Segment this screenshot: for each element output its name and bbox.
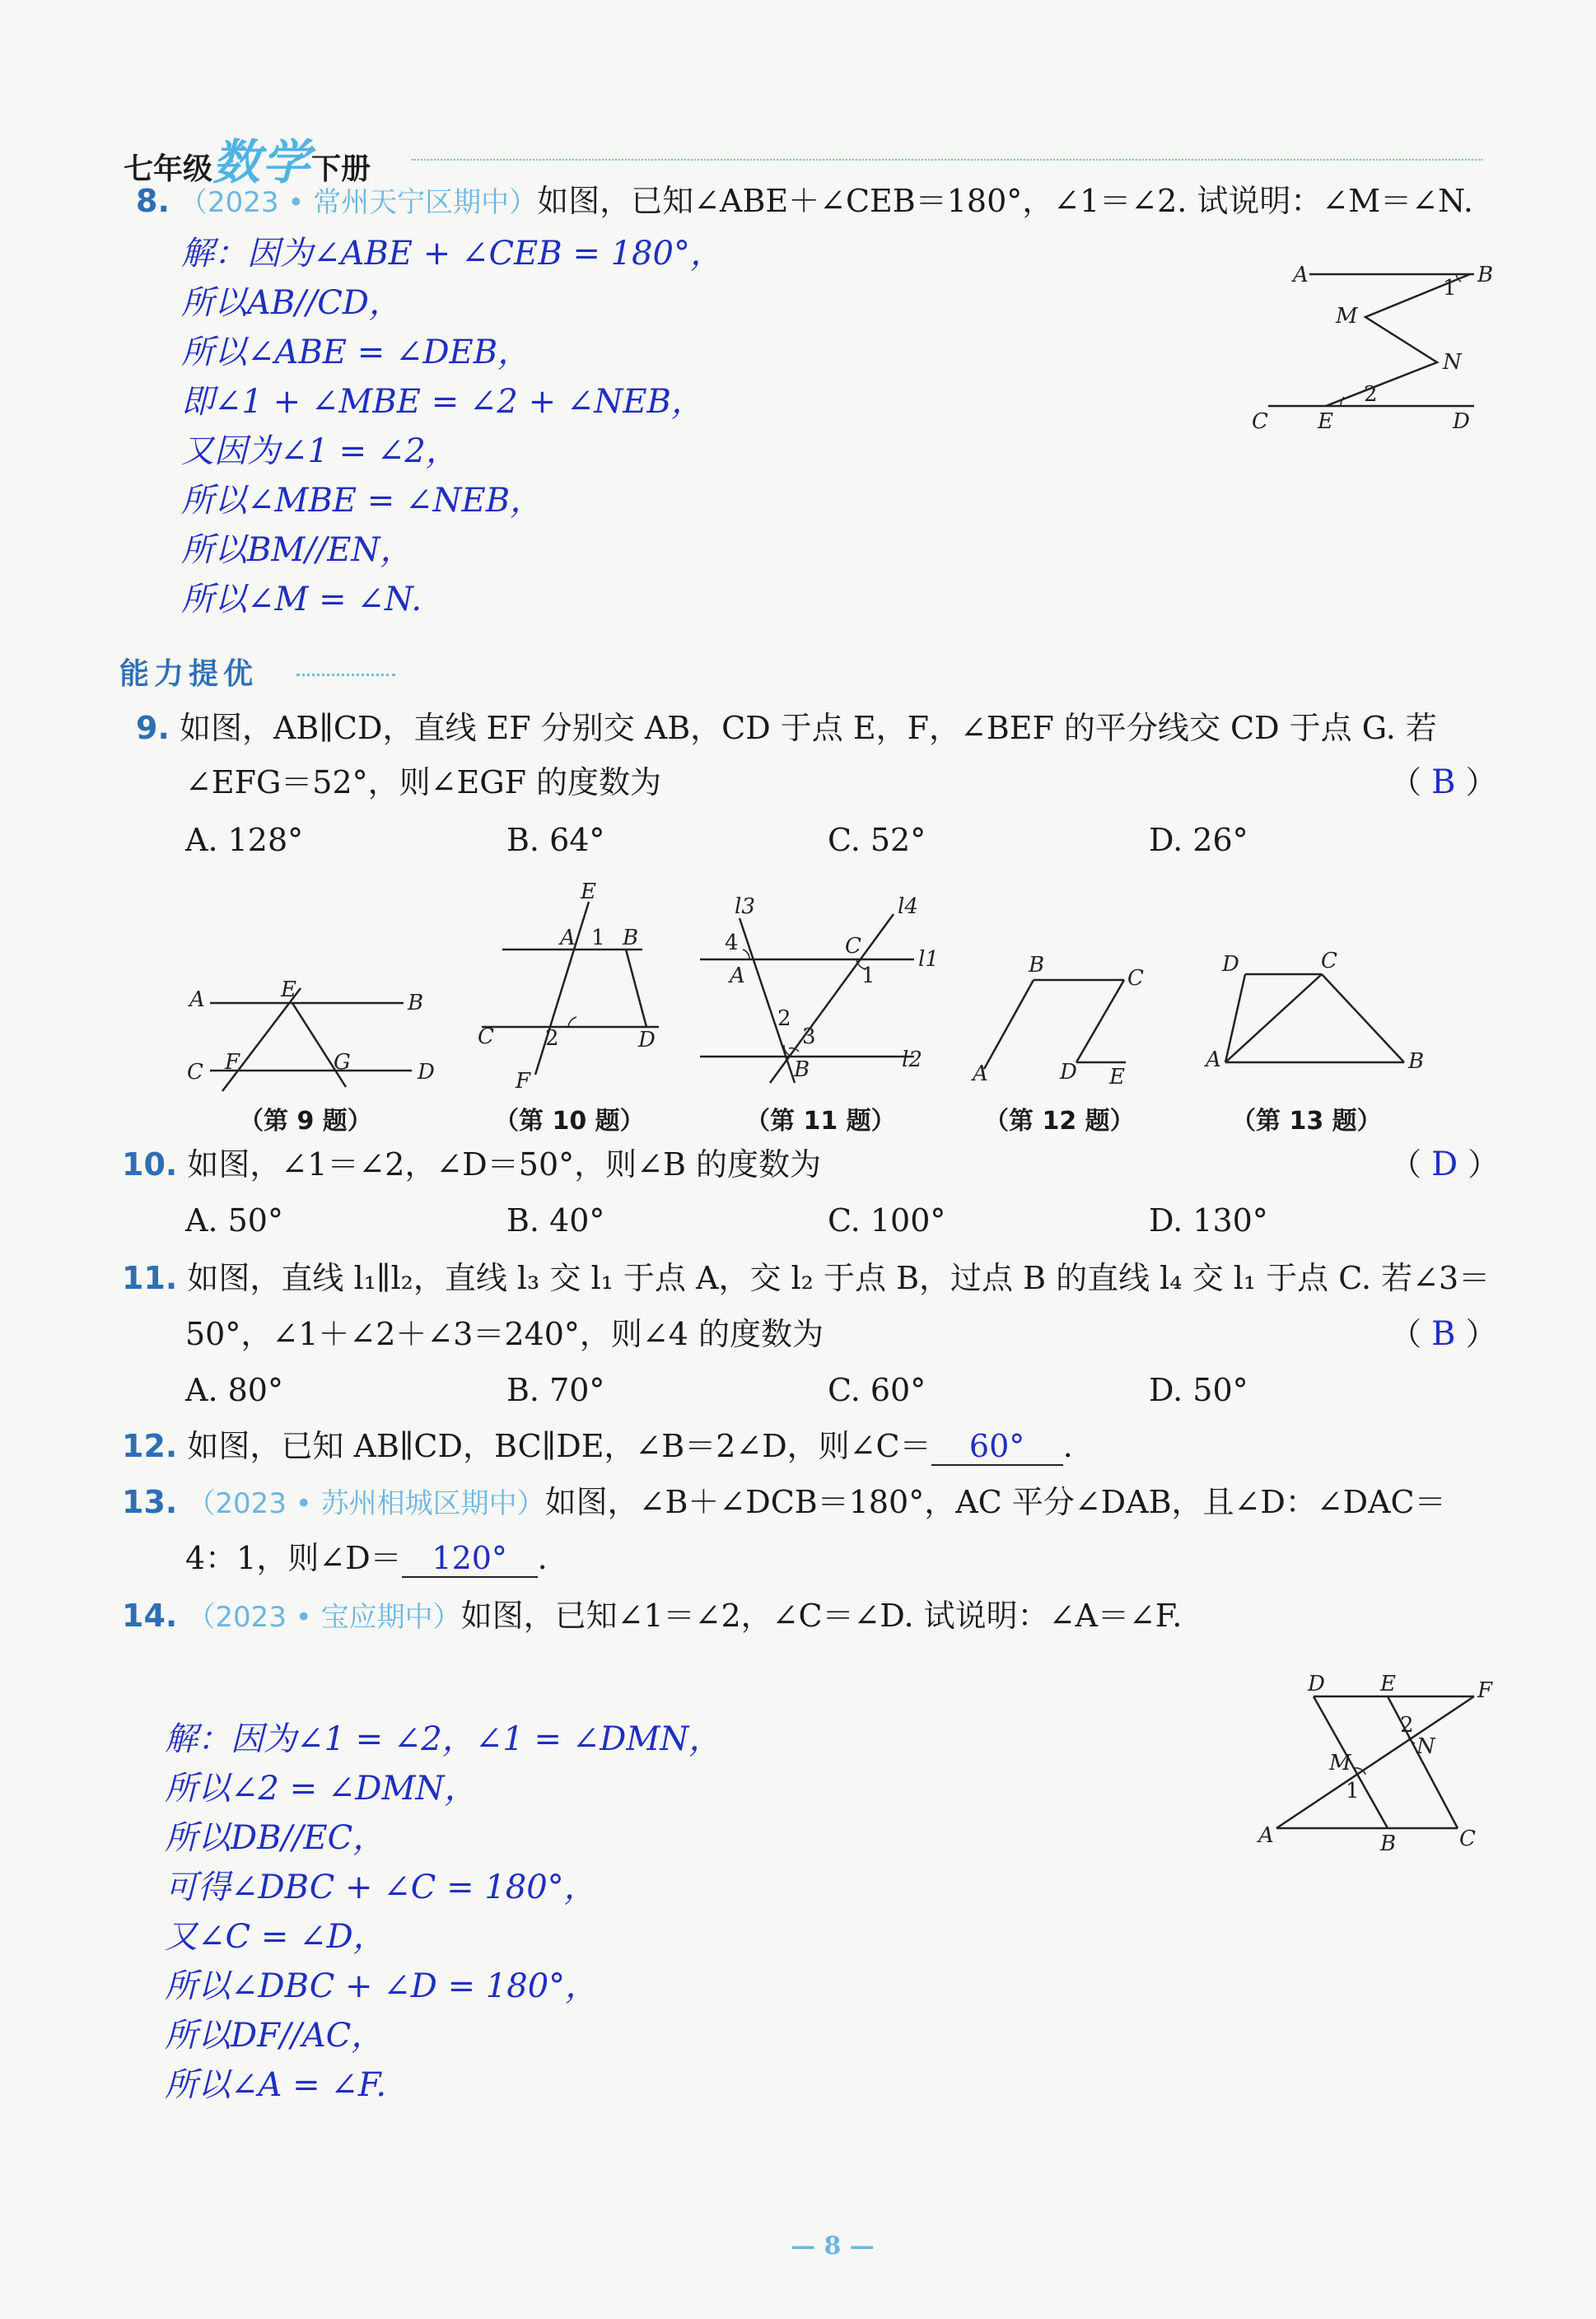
q14-solution-line: 所以∠2 = ∠DMN， <box>165 1770 478 1808</box>
q14-solution-line: 所以DB//EC， <box>165 1819 386 1857</box>
q14-solution-line: 可得∠DBC + ∠C = 180°， <box>165 1869 597 1906</box>
q10-label: A <box>560 926 576 950</box>
q8-label: E <box>1318 409 1333 434</box>
q10-option-c: C. 100° <box>828 1202 946 1239</box>
q8-source: （2023 • 常州天宁区期中） <box>179 186 538 219</box>
q11-label: 4 <box>725 931 739 955</box>
q9-answer: B <box>1431 763 1456 801</box>
q10-answer-bracket: （ D ） <box>1390 1146 1500 1183</box>
q14-number: 14. <box>122 1598 178 1634</box>
q12-figure <box>968 955 1157 1099</box>
q9-label: F <box>225 1050 240 1075</box>
q14-label: D <box>1308 1672 1325 1696</box>
q11-line1 <box>122 1260 1490 1296</box>
q14-solution-line: 所以∠DBC + ∠D = 180°， <box>165 1967 599 2005</box>
header-divider <box>412 159 1482 161</box>
section-divider <box>296 674 395 676</box>
q11-label: l2 <box>902 1048 922 1072</box>
q12-label: D <box>1060 1060 1077 1085</box>
q11-label: l4 <box>898 894 918 919</box>
q8-solution-line: 所以∠ABE = ∠DEB， <box>181 334 531 371</box>
q11-number: 11. <box>122 1260 178 1296</box>
q11-label: l3 <box>735 894 755 919</box>
q8-label: N <box>1443 350 1462 375</box>
q8-number: 8. <box>136 183 170 219</box>
q9-line1 <box>136 710 1437 746</box>
q11-option-a: A. 80° <box>185 1372 283 1408</box>
q14-text: 如图，已知∠1＝∠2，∠C＝∠D. 试说明：∠A＝∠F. <box>460 1598 1183 1634</box>
q9-option-d: D. 26° <box>1149 822 1248 858</box>
q14-label: 2 <box>1400 1713 1414 1738</box>
q8-solution-line: 所以∠MBE = ∠NEB， <box>181 482 544 520</box>
q14-label: M <box>1329 1751 1351 1775</box>
q14-solution-line: 所以∠A = ∠F. <box>165 2066 387 2104</box>
q14-label: B <box>1380 1831 1397 1856</box>
q9-label: B <box>408 991 424 1015</box>
q13-label: A <box>1206 1048 1221 1072</box>
q13-line1 <box>122 1484 1446 1522</box>
page-number: — 8 — <box>791 2232 875 2261</box>
q8-figure <box>1244 255 1507 436</box>
q11-figure <box>692 894 955 1099</box>
q9-text-line1: 如图，AB∥CD，直线 EF 分别交 AB，CD 于点 E，F，∠BEF 的平分线交 CD 于点 G. 若 <box>179 710 1437 746</box>
header-subject: 数学 <box>212 134 312 190</box>
q13-label: D <box>1222 952 1239 977</box>
q10-figure <box>469 877 675 1099</box>
q13-number: 13. <box>122 1484 178 1520</box>
q12-number: 12. <box>122 1428 178 1464</box>
q10-label: B <box>623 926 639 950</box>
q10-option-b: B. 40° <box>506 1202 605 1239</box>
q11-label: C <box>845 934 861 959</box>
q9-label: G <box>334 1050 351 1075</box>
q13-label: B <box>1408 1049 1425 1074</box>
q14-statement <box>122 1598 1182 1635</box>
section-title: 能力提优 <box>119 657 259 691</box>
q11-label: A <box>730 964 745 988</box>
q8-label: C <box>1252 409 1268 434</box>
q9-label: A <box>189 987 205 1012</box>
q8-label: M <box>1336 304 1358 329</box>
caption-q9: （第 9 题） <box>239 1107 372 1136</box>
q11-label: 1 <box>861 964 875 988</box>
q12-label: B <box>1029 955 1045 978</box>
q14-source: （2023 • 宝应期中） <box>187 1601 461 1634</box>
q9-number: 9. <box>136 710 170 746</box>
q11-option-b: B. 70° <box>506 1372 605 1408</box>
q9-label: D <box>418 1060 435 1085</box>
q8-solution-line: 解：因为∠ABE + ∠CEB = 180°， <box>181 235 723 273</box>
q13-source: （2023 • 苏州相城区期中） <box>187 1487 545 1520</box>
q10-statement <box>122 1146 821 1183</box>
q9-option-a: A. 128° <box>185 822 304 858</box>
q10-label: 2 <box>545 1026 559 1051</box>
q13-end: . <box>537 1540 548 1576</box>
header-suffix: 下册 <box>311 152 371 186</box>
q10-label: 1 <box>591 926 605 950</box>
q10-label: D <box>638 1028 656 1052</box>
q10-number: 10. <box>122 1146 178 1183</box>
q14-label: N <box>1416 1734 1435 1759</box>
q14-solution-line: 又∠C = ∠D， <box>165 1918 386 1956</box>
q8-label: B <box>1477 263 1494 287</box>
q8-solution-line: 所以∠M = ∠N. <box>181 581 422 618</box>
q8-label: 2 <box>1364 382 1378 407</box>
header-prefix: 七年级 <box>124 152 213 186</box>
q14-label: A <box>1258 1823 1274 1848</box>
q9-option-c: C. 52° <box>828 822 926 858</box>
q12-label: C <box>1127 966 1144 991</box>
q10-label: E <box>581 880 596 904</box>
caption-q12: （第 12 题） <box>984 1107 1135 1136</box>
q13-label: C <box>1321 949 1337 973</box>
q13-text-line2: 4：1，则∠D＝ <box>185 1540 402 1576</box>
q11-option-c: C. 60° <box>828 1372 926 1408</box>
q14-label: E <box>1380 1672 1396 1696</box>
caption-q10: （第 10 题） <box>494 1107 645 1136</box>
q13-answer-blank: 120° <box>402 1540 538 1578</box>
q11-text-line2: 50°，∠1＋∠2＋∠3＝240°，则∠4 的度数为 <box>185 1316 824 1352</box>
q9-figure <box>177 972 449 1095</box>
q14-solution-line: 解：因为∠1 = ∠2，∠1 = ∠DMN， <box>165 1720 722 1758</box>
q12-statement <box>122 1428 1073 1466</box>
q11-label: l1 <box>918 947 939 972</box>
q8-label: D <box>1453 409 1470 434</box>
q11-option-d: D. 50° <box>1149 1372 1248 1408</box>
q8-solution-line: 所以BM//EN， <box>181 531 413 569</box>
q9-text-line2: ∠EFG＝52°，则∠EGF 的度数为 <box>185 764 662 800</box>
q13-figure <box>1202 943 1433 1087</box>
q14-label: 1 <box>1346 1779 1360 1803</box>
q14-label: C <box>1459 1827 1476 1851</box>
q12-end: . <box>1062 1428 1073 1464</box>
q13-text-line1: 如图，∠B＋∠DCB＝180°，AC 平分∠DAB，且∠D：∠DAC＝ <box>544 1484 1446 1520</box>
q11-label: 3 <box>802 1024 816 1049</box>
q10-label: C <box>478 1024 494 1049</box>
q12-text: 如图，已知 AB∥CD，BC∥DE，∠B＝2∠D，则∠C＝ <box>187 1428 931 1464</box>
q9-answer-bracket: （ B ） <box>1390 763 1497 801</box>
q12-label: A <box>973 1062 988 1086</box>
q8-text: 如图，已知∠ABE＋∠CEB＝180°，∠1＝∠2. 试说明：∠M＝∠N. <box>537 183 1473 219</box>
q10-answer: D <box>1431 1146 1458 1183</box>
q14-solution-line: 所以DF//AC， <box>165 2017 385 2055</box>
q11-label: 2 <box>777 1006 791 1031</box>
q11-text-line1: 如图，直线 l₁∥l₂，直线 l₃ 交 l₁ 于点 A，交 l₂ 于点 B，过点 B 的直线 l₄ 交 l₁ 于点 C. 若∠3＝ <box>187 1260 1491 1296</box>
q10-label: F <box>516 1069 531 1094</box>
q8-statement <box>136 183 1473 221</box>
q8-solution-line: 又因为∠1 = ∠2， <box>181 432 459 470</box>
q10-option-a: A. 50° <box>185 1202 283 1239</box>
q14-figure <box>1244 1668 1507 1857</box>
q8-solution <box>181 236 723 631</box>
q9-label: E <box>281 978 296 1002</box>
q12-label: E <box>1109 1065 1125 1090</box>
q11-answer: B <box>1431 1315 1456 1353</box>
q8-label: A <box>1293 263 1309 287</box>
caption-q13: （第 13 题） <box>1231 1107 1382 1136</box>
q8-solution-line: 所以AB//CD， <box>181 284 402 322</box>
q12-answer-blank: 60° <box>931 1428 1063 1466</box>
q13-line2 <box>185 1540 548 1578</box>
caption-q11: （第 11 题） <box>745 1107 896 1136</box>
q11-label: B <box>794 1057 810 1082</box>
q9-option-b: B. 64° <box>506 822 605 858</box>
q8-label: 1 <box>1443 276 1457 301</box>
q9-label: C <box>187 1060 203 1085</box>
q14-label: F <box>1477 1678 1493 1703</box>
q14-solution <box>165 1721 721 2116</box>
q10-text: 如图，∠1＝∠2，∠D＝50°，则∠B 的度数为 <box>187 1146 821 1183</box>
q10-option-d: D. 130° <box>1149 1202 1268 1239</box>
q11-answer-bracket: （ B ） <box>1390 1315 1497 1353</box>
q8-solution-line: 即∠1 + ∠MBE = ∠2 + ∠NEB， <box>181 383 704 421</box>
